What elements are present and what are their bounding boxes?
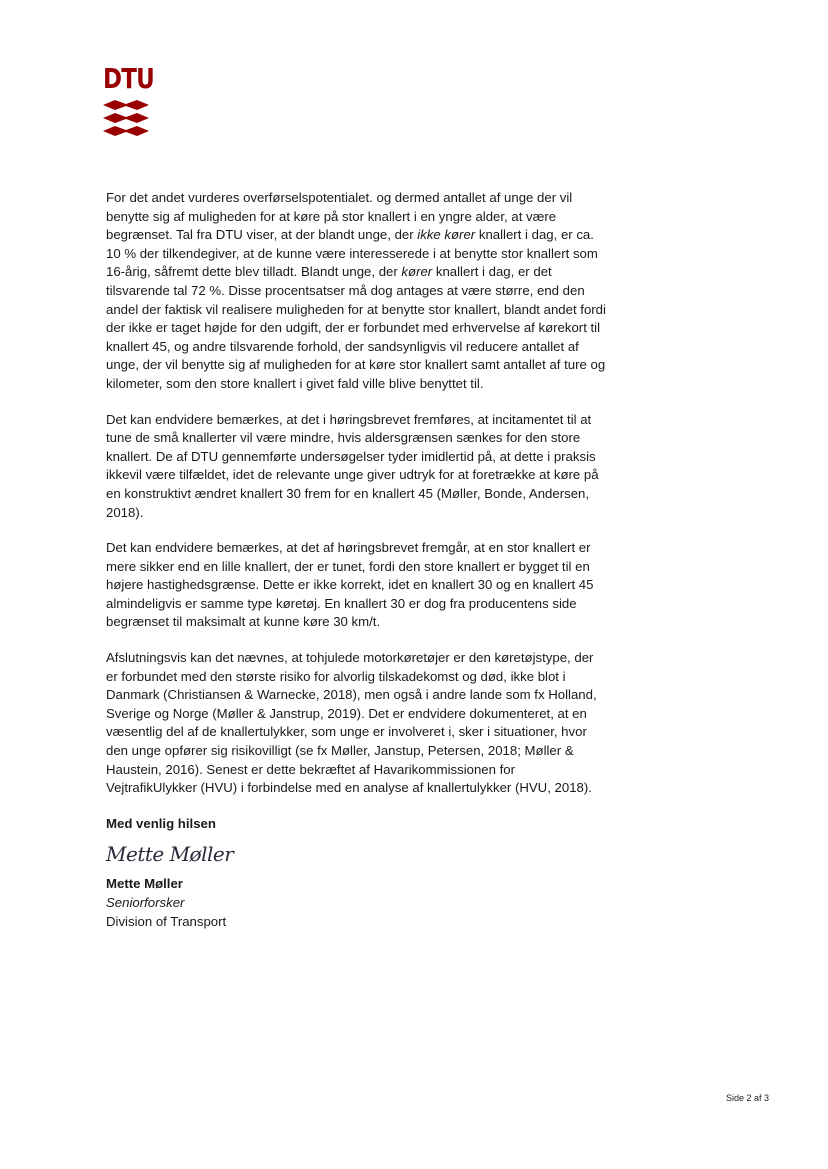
paragraph-1 xyxy=(106,189,606,394)
page-number: Side 2 af 3 xyxy=(725,1093,769,1103)
dtu-logo-mark-icon xyxy=(103,100,149,136)
emphasis-text: ikke kører xyxy=(417,227,476,243)
emphasis-text: kører xyxy=(401,264,433,280)
paragraph-3 xyxy=(106,539,606,632)
paragraph-2 xyxy=(106,411,606,523)
closing-greeting: Med venlig hilsen xyxy=(106,815,216,831)
paragraph-4 xyxy=(106,649,606,798)
text-run: Det kan endvidere bemærkes, at det af høringsbrevet fremgår, at en stor knallert er mere sikker end en lille knallert, der er tunet, fordi den store knallert er bygget til en højere hastighedsgrænse. Dette er ikke korrekt, idet en knallert 30 og en knallert 45 almindeligvis er samme type køretøj. En knallert 30 er dog fra producentens side begrænset til maksimalt at kunne køre 30 km/t. xyxy=(106,540,594,630)
text-run: Det kan endvidere bemærkes, at det i høringsbrevet fremføres, at incitamentet til at tune de små knallerter vil være mindre, hvis aldersgrænsen sænkes for den store knallert. De af DTU gennemførte undersøgelser tyder imidlertid på, at dette i praksis ikkevil være tilfældet, idet de relevante unge giver udtryk for at foretrække at køre på en konstruktivt ændret knallert 30 frem for en knallert 45 (Møller, Bonde, Andersen, 2018). xyxy=(106,411,599,520)
signer-name: Mette Møller xyxy=(106,876,183,892)
signer-title: Seniorforsker xyxy=(106,895,185,910)
text-run: knallert i dag, er ca. 10 % der tilkendegiver, at de kunne være interesserede i at benytte stor knallert som 16-årig, såfremt dette blev tilladt. Blandt unge, der xyxy=(106,227,598,280)
text-run: knallert i dag, er det tilsvarende tal 72 %. Disse procentsatser må dog antages at være større, end den andel der faktisk vil realisere muligheden for at benytte stor knallert, blandt andet fordi der ikke er taget højde for den udgift, der er forbundet med erhvervelse af kørekort til knallert 45, og andre tilsvarende forhold, der sandsynligvis vil reducere antallet af unge, der vil benytte sig af muligheden for at køre stor knallert samt antallet af ture og kilometer, som den store knallert i givet fald ville blive benyttet til. xyxy=(106,264,606,391)
signer-department: Division of Transport xyxy=(106,913,227,929)
paragraph-container xyxy=(106,189,606,798)
handwritten-signature: Mette Møller xyxy=(106,842,234,867)
dtu-logo xyxy=(103,62,154,136)
letter-body xyxy=(106,189,606,931)
dtu-logo-text: DTU xyxy=(103,62,154,95)
text-run: For det andet vurderes overførselspotentialet. og dermed antallet af unge der vil benytte sig af muligheden for at køre på stor knallert i en yngre alder, at være begrænset. Tal fra DTU viser, at der blandt unge, der xyxy=(106,190,573,243)
text-run: Afslutningsvis kan det nævnes, at tohjulede motorkøretøjer er den køretøjstype, der er forbundet med den største risiko for alvorlig tilskadekomst og død, ikke blot i Danmark (Christiansen & Warnecke, 2018), men også i andre lande som fx Holland, Sverige og Norge (Møller & Janstrup, 2019). Det er endvidere dokumenteret, at en væsentlig del af de knallertulykker, som unge er involveret i, sker i situationer, hvor den unge opfører sig risikovilligt (se fx Møller, Janstup, Petersen, 2018; Møller & Haustein, 2016). Senest er dette bekræftet af Havarikommissionen for VejtrafikUlykker (HVU) i forbindelse med en analyse af knallertulykker (HVU, 2018). xyxy=(106,650,597,796)
